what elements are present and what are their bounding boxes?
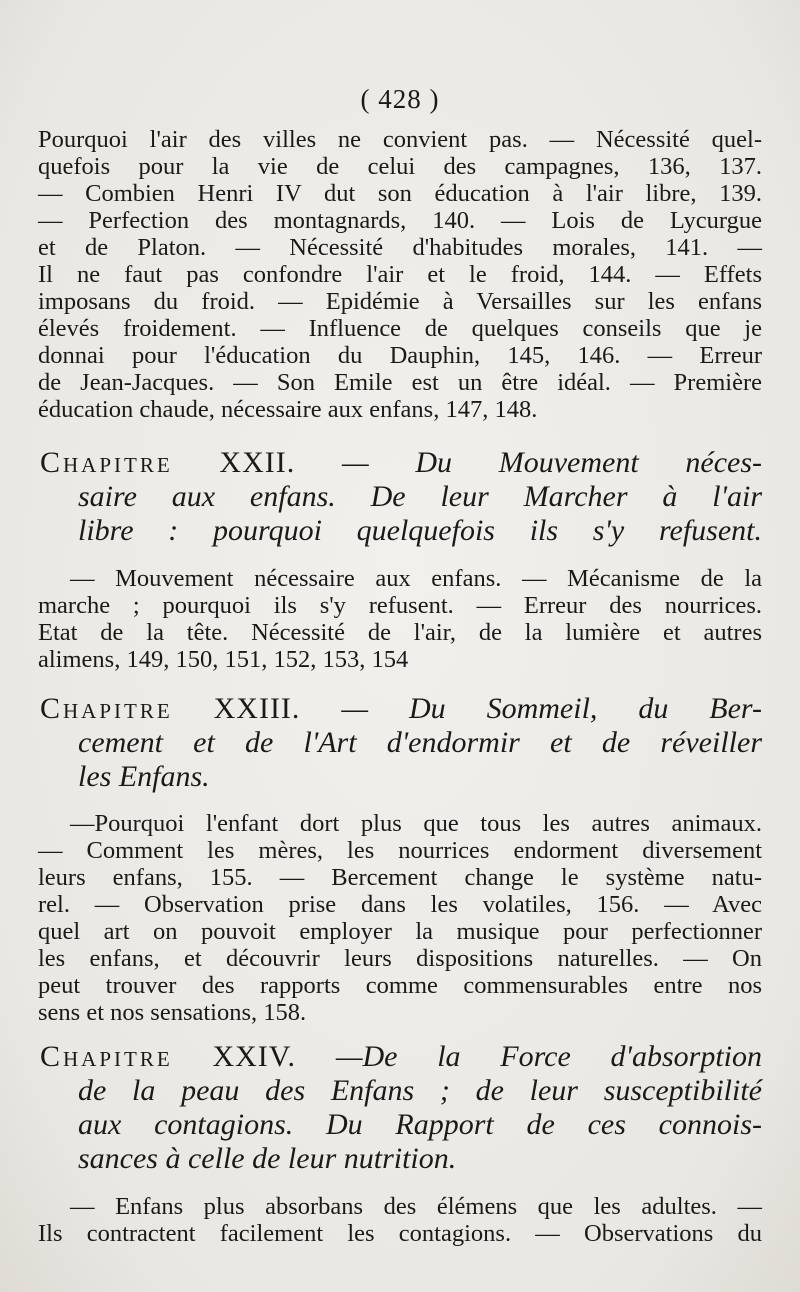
- text-line: rel. — Observation prise dans les volatiles, 156. — Avec: [38, 891, 762, 918]
- text-line: — Enfans plus absorbans des élémens que les adultes. —: [70, 1193, 762, 1220]
- text-line: marche ; pourquoi ils s'y refusent. — Erreur des nourrices.: [38, 592, 762, 619]
- chapter-title: — Du Mouvement néces-: [341, 446, 763, 479]
- chapter-heading-line: [40, 1040, 762, 1074]
- chapter-title: —De la Force d'absorption: [335, 1040, 762, 1073]
- chapter-number: XXIV.: [212, 1040, 297, 1073]
- text-line: — Combien Henri IV dut son éducation à l'air libre, 139.: [38, 180, 762, 207]
- text-line: éducation chaude, nécessaire aux enfans, 147, 148.: [38, 396, 538, 423]
- text-line: leurs enfans, 155. — Bercement change le système natu-: [38, 864, 762, 891]
- chapter-title-line: sances à celle de leur nutrition.: [78, 1142, 457, 1175]
- text-line: Pourquoi l'air des villes ne convient pas. — Nécessité quel-: [38, 126, 762, 153]
- chapter-title-line: saire aux enfans. De leur Marcher à l'air: [78, 480, 762, 513]
- text-line: alimens, 149, 150, 151, 152, 153, 154: [38, 646, 409, 673]
- chapter-number: XXII.: [219, 446, 296, 479]
- text-line: —Pourquoi l'enfant dort plus que tous les autres animaux.: [70, 810, 762, 837]
- chapter-heading-line: [40, 692, 762, 726]
- text-line: et de Platon. — Nécessité d'habitudes morales, 141. —: [38, 234, 762, 261]
- text-line: peut trouver des rapports comme commensurables entre nos: [38, 972, 762, 999]
- chapter-title-line: les Enfans.: [78, 760, 210, 793]
- chapter-label: Chapitre: [40, 446, 173, 479]
- text-line: quel art on pouvoit employer la musique pour perfectionner: [38, 918, 762, 945]
- text-line: Etat de la tête. Nécessité de l'air, de la lumière et autres: [38, 619, 762, 646]
- chapter-title-line: de la peau des Enfans ; de leur susceptibilité: [78, 1074, 762, 1107]
- chapter-label: Chapitre: [40, 692, 173, 725]
- text-line: — Mouvement nécessaire aux enfans. — Mécanisme de la: [70, 565, 762, 592]
- chapter-title-line: libre : pourquoi quelquefois ils s'y refusent.: [78, 514, 762, 547]
- text-line: de Jean-Jacques. — Son Emile est un être idéal. — Première: [38, 369, 762, 396]
- text-line: Ils contractent facilement les contagions. — Observations du: [38, 1220, 762, 1247]
- page-number: ( 428 ): [360, 84, 440, 114]
- chapter-title-line: cement et de l'Art d'endormir et de réveiller: [78, 726, 762, 759]
- text-line: imposans du froid. — Epidémie à Versailles sur les enfans: [38, 288, 762, 315]
- text-line: Il ne faut pas confondre l'air et le froid, 144. — Effets: [38, 261, 762, 288]
- text-line: sens et nos sensations, 158.: [38, 999, 307, 1026]
- chapter-number: XXIII.: [213, 692, 301, 725]
- text-line: donnai pour l'éducation du Dauphin, 145, 146. — Erreur: [38, 342, 762, 369]
- chapter-label: Chapitre: [40, 1040, 173, 1073]
- text-line: les enfans, et découvrir leurs dispositions naturelles. — On: [38, 945, 762, 972]
- text-line: élevés froidement. — Influence de quelques conseils que je: [38, 315, 762, 342]
- chapter-title-line: aux contagions. Du Rapport de ces connois-: [78, 1108, 762, 1141]
- chapter-heading-line: [40, 446, 762, 480]
- text-line: — Comment les mères, les nourrices endorment diversement: [38, 837, 762, 864]
- text-line: quefois pour la vie de celui des campagnes, 136, 137.: [38, 153, 762, 180]
- chapter-title: — Du Sommeil, du Ber-: [341, 692, 762, 725]
- text-line: — Perfection des montagnards, 140. — Lois de Lycurgue: [38, 207, 762, 234]
